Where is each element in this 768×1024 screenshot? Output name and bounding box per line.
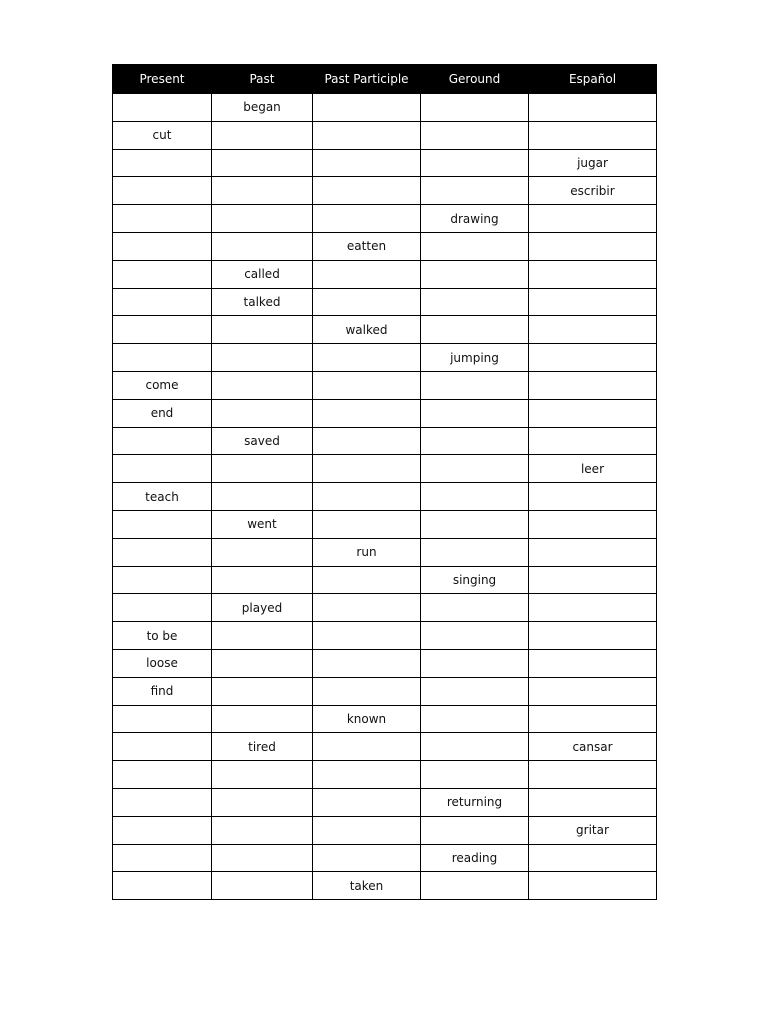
- cell-present: [113, 94, 212, 122]
- cell-past: [212, 316, 313, 344]
- cell-geround: [421, 677, 529, 705]
- cell-geround: [421, 371, 529, 399]
- cell-past-participle: [313, 844, 421, 872]
- cell-past: [212, 649, 313, 677]
- table-row: [113, 427, 657, 455]
- cell-geround: [421, 510, 529, 538]
- header-past: Past: [212, 65, 313, 94]
- cell-past-participle: [313, 455, 421, 483]
- cell-past-participle: run: [313, 538, 421, 566]
- cell-geround: [421, 816, 529, 844]
- table-row: [113, 510, 657, 538]
- cell-espanol: [529, 649, 657, 677]
- cell-present: [113, 344, 212, 372]
- cell-espanol: [529, 705, 657, 733]
- cell-geround: singing: [421, 566, 529, 594]
- cell-past: [212, 788, 313, 816]
- cell-past-participle: walked: [313, 316, 421, 344]
- table-row: [113, 844, 657, 872]
- cell-past: [212, 844, 313, 872]
- cell-past: played: [212, 594, 313, 622]
- cell-past: [212, 205, 313, 233]
- cell-espanol: [529, 205, 657, 233]
- cell-geround: [421, 94, 529, 122]
- cell-past: [212, 677, 313, 705]
- cell-past-participle: [313, 288, 421, 316]
- cell-past-participle: [313, 427, 421, 455]
- header-espanol: Español: [529, 65, 657, 94]
- cell-past: [212, 483, 313, 511]
- cell-past-participle: [313, 510, 421, 538]
- cell-past: [212, 344, 313, 372]
- cell-past-participle: [313, 121, 421, 149]
- cell-espanol: [529, 260, 657, 288]
- cell-past-participle: [313, 649, 421, 677]
- cell-present: find: [113, 677, 212, 705]
- cell-geround: reading: [421, 844, 529, 872]
- cell-geround: [421, 121, 529, 149]
- cell-past: tired: [212, 733, 313, 761]
- header-row: [113, 65, 657, 94]
- cell-past-participle: [313, 344, 421, 372]
- cell-present: [113, 566, 212, 594]
- cell-present: [113, 260, 212, 288]
- cell-espanol: gritar: [529, 816, 657, 844]
- cell-past-participle: [313, 94, 421, 122]
- cell-espanol: [529, 483, 657, 511]
- cell-present: [113, 788, 212, 816]
- header-past-participle: Past Participle: [313, 65, 421, 94]
- cell-past: [212, 761, 313, 789]
- cell-geround: jumping: [421, 344, 529, 372]
- cell-present: [113, 733, 212, 761]
- table-row: [113, 483, 657, 511]
- cell-past-participle: [313, 205, 421, 233]
- table-row: [113, 566, 657, 594]
- cell-espanol: [529, 371, 657, 399]
- cell-past-participle: [313, 566, 421, 594]
- cell-present: teach: [113, 483, 212, 511]
- cell-past: talked: [212, 288, 313, 316]
- cell-past: [212, 705, 313, 733]
- cell-espanol: [529, 844, 657, 872]
- cell-present: [113, 205, 212, 233]
- cell-past: began: [212, 94, 313, 122]
- cell-past: [212, 232, 313, 260]
- cell-present: [113, 538, 212, 566]
- cell-past: [212, 622, 313, 650]
- cell-present: [113, 705, 212, 733]
- table-row: [113, 371, 657, 399]
- cell-present: [113, 288, 212, 316]
- cell-past: [212, 538, 313, 566]
- table-row: [113, 816, 657, 844]
- cell-past-participle: [313, 399, 421, 427]
- table-row: [113, 733, 657, 761]
- cell-geround: [421, 232, 529, 260]
- cell-espanol: [529, 288, 657, 316]
- cell-geround: [421, 761, 529, 789]
- table-row: [113, 232, 657, 260]
- table-row: [113, 538, 657, 566]
- cell-past-participle: [313, 761, 421, 789]
- cell-present: [113, 844, 212, 872]
- header-present: Present: [113, 65, 212, 94]
- cell-past-participle: eatten: [313, 232, 421, 260]
- cell-espanol: leer: [529, 455, 657, 483]
- table-row: [113, 177, 657, 205]
- cell-espanol: [529, 399, 657, 427]
- table-row: [113, 455, 657, 483]
- cell-past-participle: [313, 260, 421, 288]
- cell-geround: returning: [421, 788, 529, 816]
- cell-past: [212, 816, 313, 844]
- cell-espanol: [529, 872, 657, 900]
- cell-geround: [421, 316, 529, 344]
- cell-geround: [421, 288, 529, 316]
- table-row: [113, 594, 657, 622]
- cell-past: [212, 872, 313, 900]
- cell-geround: [421, 622, 529, 650]
- cell-past: [212, 455, 313, 483]
- cell-past: [212, 177, 313, 205]
- cell-espanol: [529, 121, 657, 149]
- cell-past-participle: known: [313, 705, 421, 733]
- cell-espanol: escribir: [529, 177, 657, 205]
- cell-past-participle: taken: [313, 872, 421, 900]
- cell-past-participle: [313, 816, 421, 844]
- cell-past-participle: [313, 677, 421, 705]
- cell-espanol: [529, 788, 657, 816]
- cell-present: [113, 455, 212, 483]
- cell-espanol: jugar: [529, 149, 657, 177]
- cell-past: [212, 399, 313, 427]
- table-body: [113, 94, 657, 900]
- table-row: [113, 205, 657, 233]
- cell-present: [113, 816, 212, 844]
- table-row: [113, 677, 657, 705]
- cell-geround: [421, 177, 529, 205]
- table-row: [113, 622, 657, 650]
- cell-past-participle: [313, 594, 421, 622]
- cell-espanol: [529, 316, 657, 344]
- table-row: [113, 149, 657, 177]
- cell-geround: [421, 399, 529, 427]
- cell-geround: [421, 538, 529, 566]
- cell-geround: [421, 733, 529, 761]
- table-row: [113, 872, 657, 900]
- cell-past-participle: [313, 371, 421, 399]
- cell-espanol: [529, 761, 657, 789]
- cell-present: end: [113, 399, 212, 427]
- table-row: [113, 761, 657, 789]
- cell-geround: [421, 649, 529, 677]
- cell-espanol: [529, 94, 657, 122]
- cell-present: to be: [113, 622, 212, 650]
- cell-present: [113, 232, 212, 260]
- cell-past: went: [212, 510, 313, 538]
- cell-espanol: [529, 622, 657, 650]
- cell-present: [113, 177, 212, 205]
- cell-geround: [421, 872, 529, 900]
- cell-present: come: [113, 371, 212, 399]
- cell-espanol: [529, 510, 657, 538]
- cell-geround: [421, 594, 529, 622]
- header-geround: Geround: [421, 65, 529, 94]
- table-row: [113, 788, 657, 816]
- cell-espanol: [529, 344, 657, 372]
- verb-table: [112, 64, 657, 900]
- cell-geround: [421, 455, 529, 483]
- cell-espanol: [529, 594, 657, 622]
- table-row: [113, 260, 657, 288]
- cell-past-participle: [313, 788, 421, 816]
- cell-past-participle: [313, 622, 421, 650]
- cell-geround: drawing: [421, 205, 529, 233]
- cell-geround: [421, 149, 529, 177]
- table-row: [113, 399, 657, 427]
- cell-present: [113, 149, 212, 177]
- cell-past: [212, 371, 313, 399]
- cell-espanol: [529, 427, 657, 455]
- cell-present: [113, 427, 212, 455]
- table-row: [113, 316, 657, 344]
- cell-past: saved: [212, 427, 313, 455]
- cell-past: [212, 149, 313, 177]
- cell-past-participle: [313, 149, 421, 177]
- table-row: [113, 94, 657, 122]
- cell-past-participle: [313, 177, 421, 205]
- table-row: [113, 649, 657, 677]
- table-row: [113, 705, 657, 733]
- cell-past-participle: [313, 483, 421, 511]
- cell-espanol: cansar: [529, 733, 657, 761]
- table-row: [113, 344, 657, 372]
- cell-espanol: [529, 538, 657, 566]
- cell-present: [113, 316, 212, 344]
- cell-espanol: [529, 566, 657, 594]
- cell-present: [113, 594, 212, 622]
- table-row: [113, 121, 657, 149]
- cell-present: [113, 761, 212, 789]
- cell-present: loose: [113, 649, 212, 677]
- table-row: [113, 288, 657, 316]
- cell-present: [113, 872, 212, 900]
- cell-past: [212, 566, 313, 594]
- cell-past: called: [212, 260, 313, 288]
- cell-past: [212, 121, 313, 149]
- cell-geround: [421, 427, 529, 455]
- cell-espanol: [529, 677, 657, 705]
- cell-geround: [421, 705, 529, 733]
- cell-geround: [421, 260, 529, 288]
- cell-present: [113, 510, 212, 538]
- cell-present: cut: [113, 121, 212, 149]
- cell-geround: [421, 483, 529, 511]
- cell-past-participle: [313, 733, 421, 761]
- cell-espanol: [529, 232, 657, 260]
